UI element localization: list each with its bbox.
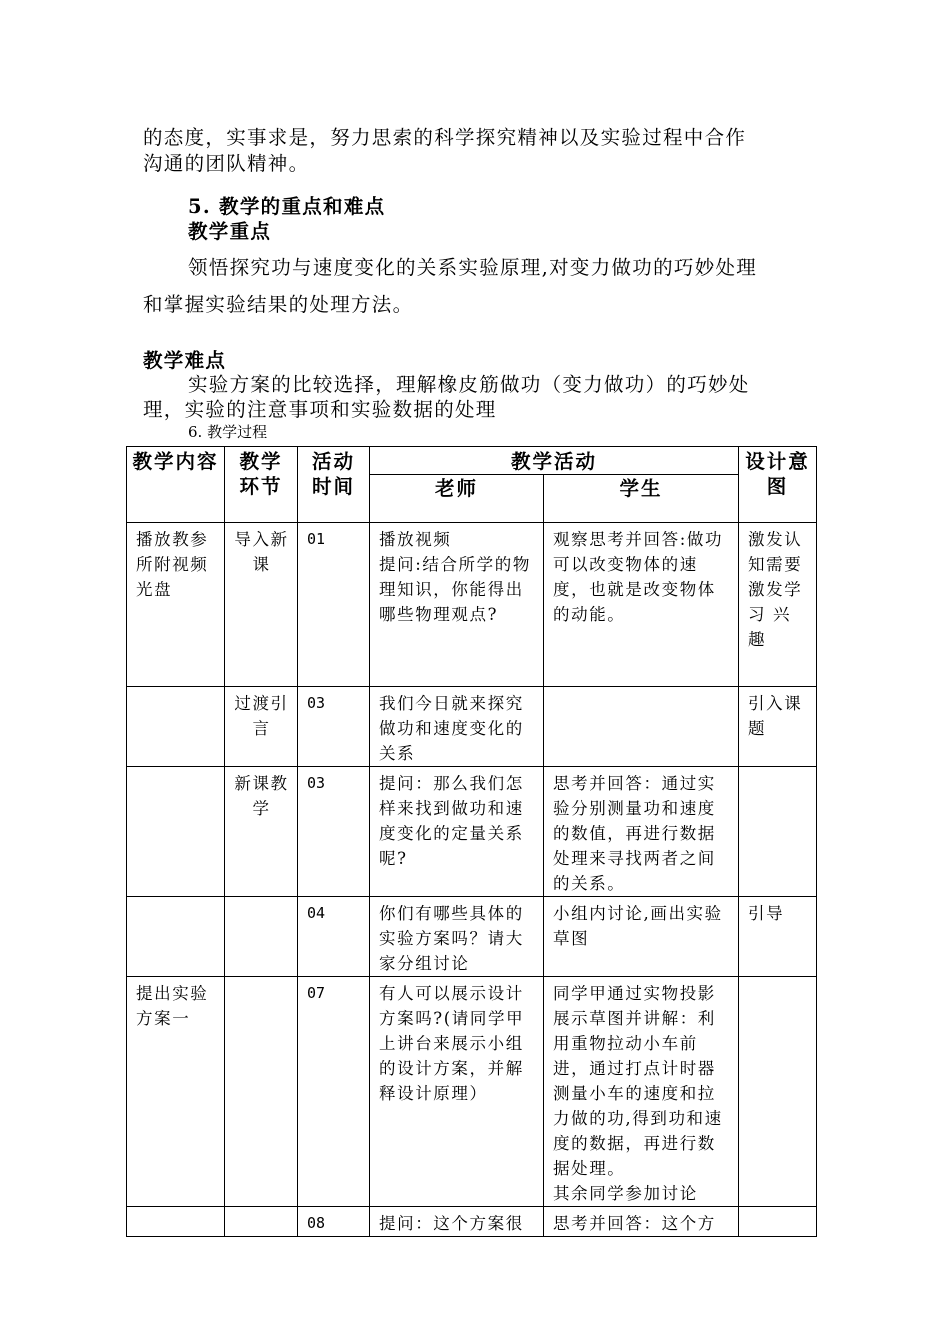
table-row [127,687,817,767]
difficulties-line-2: 理，实验的注意事项和实验数据的处理 [143,398,497,421]
cell-teacher: 提问：那么我们怎样来找到做功和速度变化的定量关系呢? [370,767,544,897]
cell-teacher: 播放视频 提问:结合所学的物理知识，你能得出哪些物理观点? [370,523,544,687]
cell-time: 08 [298,1207,370,1237]
key-points-title: 教学重点 [188,220,272,243]
header-content: 教学内容 [127,447,225,523]
table-row [127,977,817,1207]
cell-intent: 激发认知需要激发学习 兴趣 [739,523,817,687]
cell-content [127,1207,225,1237]
cell-stage: 新课教学 [225,767,298,897]
cell-student: 小组内讨论,画出实验草图 [544,897,739,977]
cell-stage [225,1207,298,1237]
cell-teacher: 你们有哪些具体的实验方案吗？请大家分组讨论 [370,897,544,977]
cell-teacher: 提问：这个方案很 [370,1207,544,1237]
cell-content [127,767,225,897]
cell-student [544,687,739,767]
section6-caption: 6. 教学过程 [188,423,268,441]
header-teacher: 老师 [370,475,544,523]
intro-line-1: 的态度，实事求是，努力思索的科学探究精神以及实验过程中合作 [143,126,747,149]
cell-student: 思考并回答：通过实验分别测量功和速度的数值，再进行数据处理来寻找两者之间的关系。 [544,767,739,897]
cell-student: 观察思考并回答:做功可以改变物体的速度，也就是改变物体的动能。 [544,523,739,687]
cell-content: 播放教参所附视频光盘 [127,523,225,687]
table-row [127,767,817,897]
cell-content: 提出实验方案一 [127,977,225,1207]
cell-teacher: 有人可以展示设计方案吗?(请同学甲上讲台来展示小组的设计方案，并解释设计原理） [370,977,544,1207]
cell-time: 01 [298,523,370,687]
cell-content [127,897,225,977]
cell-student: 思考并回答：这个方 [544,1207,739,1237]
cell-intent [739,767,817,897]
table-row [127,897,817,977]
cell-student: 同学甲通过实物投影展示草图并讲解：利用重物拉动小车前进，通过打点计时器测量小车的速度和拉力做的功,得到功和速度的数据，再进行数据处理。 其余同学参加讨论 [544,977,739,1207]
header-time: 活动时间 [298,447,370,523]
cell-intent [739,1207,817,1237]
cell-time: 07 [298,977,370,1207]
table-row [127,523,817,687]
cell-time: 03 [298,687,370,767]
key-points-line-2: 和掌握实验结果的处理方法。 [143,293,414,316]
difficulties-line-1: 实验方案的比较选择，理解橡皮筋做功（变力做功）的巧妙处 [188,373,750,396]
cell-intent: 引入课题 [739,687,817,767]
cell-intent [739,977,817,1207]
cell-content [127,687,225,767]
cell-stage [225,897,298,977]
intro-line-2: 沟通的团队精神。 [143,152,310,175]
cell-stage [225,977,298,1207]
section5-heading: 5. 教学的重点和难点 [188,195,386,218]
header-stage: 教学环节 [225,447,298,523]
header-student: 学生 [544,475,739,523]
header-intent: 设计意图 [739,447,817,523]
table-row [127,1207,817,1237]
cell-teacher: 我们今日就来探究做功和速度变化的关系 [370,687,544,767]
header-activity: 教学活动 [370,447,739,475]
cell-stage: 过渡引言 [225,687,298,767]
cell-time: 04 [298,897,370,977]
teaching-process-table [126,446,817,1237]
key-points-line-1: 领悟探究功与速度变化的关系实验原理,对变力做功的巧妙处理 [188,256,758,279]
cell-intent: 引导 [739,897,817,977]
table-header-row [127,447,817,475]
cell-time: 03 [298,767,370,897]
difficulties-title: 教学难点 [143,349,227,372]
cell-stage: 导入新课 [225,523,298,687]
